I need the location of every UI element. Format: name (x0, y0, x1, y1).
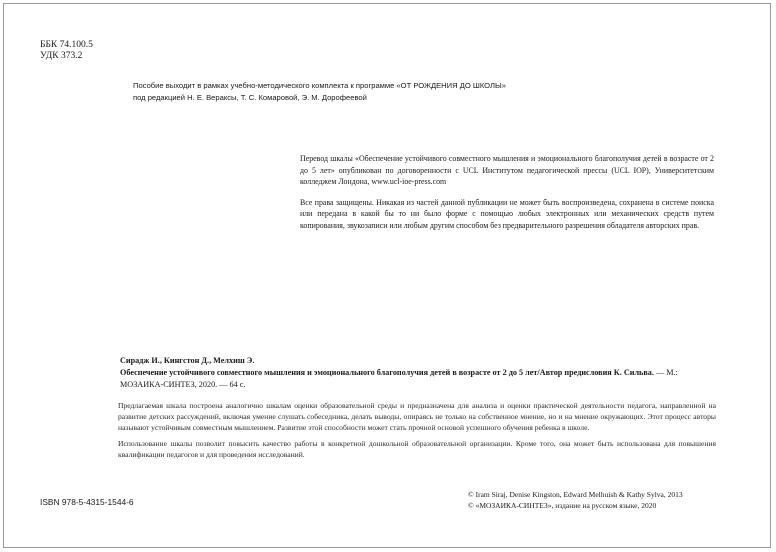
abstract-paragraph-2: Использование шкалы позволит повысить качество работы в конкретной дошкольной образовательной организации. Кроме того, она может быть использована для повышения квалификации педагогов и для проведения исследований. (118, 439, 716, 460)
bibliographic-record (120, 355, 718, 391)
abstract-block (118, 401, 716, 467)
bbk-code: ББК 74.100.5 (40, 40, 93, 50)
book-title: Обеспечение устойчивого совместного мышления и эмоционального благополучия детей в возрасте от 2 до 5 лет/Автор предисловия К. Сильва. (120, 368, 654, 377)
series-block (133, 80, 506, 104)
rights-notice: Все права защищены. Никакая из частей данной публикации не может быть воспроизведена, сохранена в системе поиска или передана в какой бы то ни было форме с помощью любых электронных или механических средств путем копирования, звукозаписи или любым другим способом без предварительного разрешения обладателя авторских прав. (300, 197, 714, 230)
isbn: ISBN 978-5-4315-1544-6 (40, 497, 134, 507)
copyright-original: © Iram Siraj, Denise Kingston, Edward Melhuish & Kathy Sylva, 2013 (468, 490, 683, 499)
translation-notice: Перевод шкалы «Обеспечение устойчивого совместного мышления и эмоционального благополучия детей в возрасте от 2 до 5 лет» опубликован по договоренности с UCL Институтом педагогической прессы (UCL IOP), Университетским колледжем Лондона, www.ucl-ioe-press.com (300, 154, 714, 187)
classification-block (40, 40, 93, 62)
udk-code: УДК 373.2 (40, 51, 83, 61)
series-editors: под редакцией Н. Е. Вераксы, Т. С. Комаровой, Э. М. Дорофеевой (133, 93, 367, 102)
copyright-translation: © «МОЗАИКА-СИНТЕЗ», издание на русском языке, 2020 (468, 501, 657, 510)
copyright-block (468, 489, 683, 511)
abstract-paragraph-1: Предлагаемая шкала построена аналогично шкалам оценки образовательной среды и предназначена для анализа и оценки практической деятельности педагога, направленной на развитие детских рассуждений, включая умение слушать собеседника, делать выводы, опираясь не только на собственное мнение, но и на мнение окружающих. Этот процесс авторы называют устойчивым совместным мышлением. Развитие этой способности может стать прочной основой успешного обучения ребенка в школе. (118, 401, 716, 432)
translation-rights-block (300, 153, 714, 241)
series-line-1: Пособие выходит в рамках учебно-методического комплекта к программе «ОТ РОЖДЕНИЯ ДО ШКОЛЫ» (133, 81, 506, 90)
imprint: — М.: МОЗАИКА-СИНТЕЗ, 2020. — 64 с. (120, 368, 678, 389)
authors: Сирадж И., Кингстон Д., Мелхиш Э. (120, 356, 255, 365)
title-imprint (120, 367, 718, 391)
